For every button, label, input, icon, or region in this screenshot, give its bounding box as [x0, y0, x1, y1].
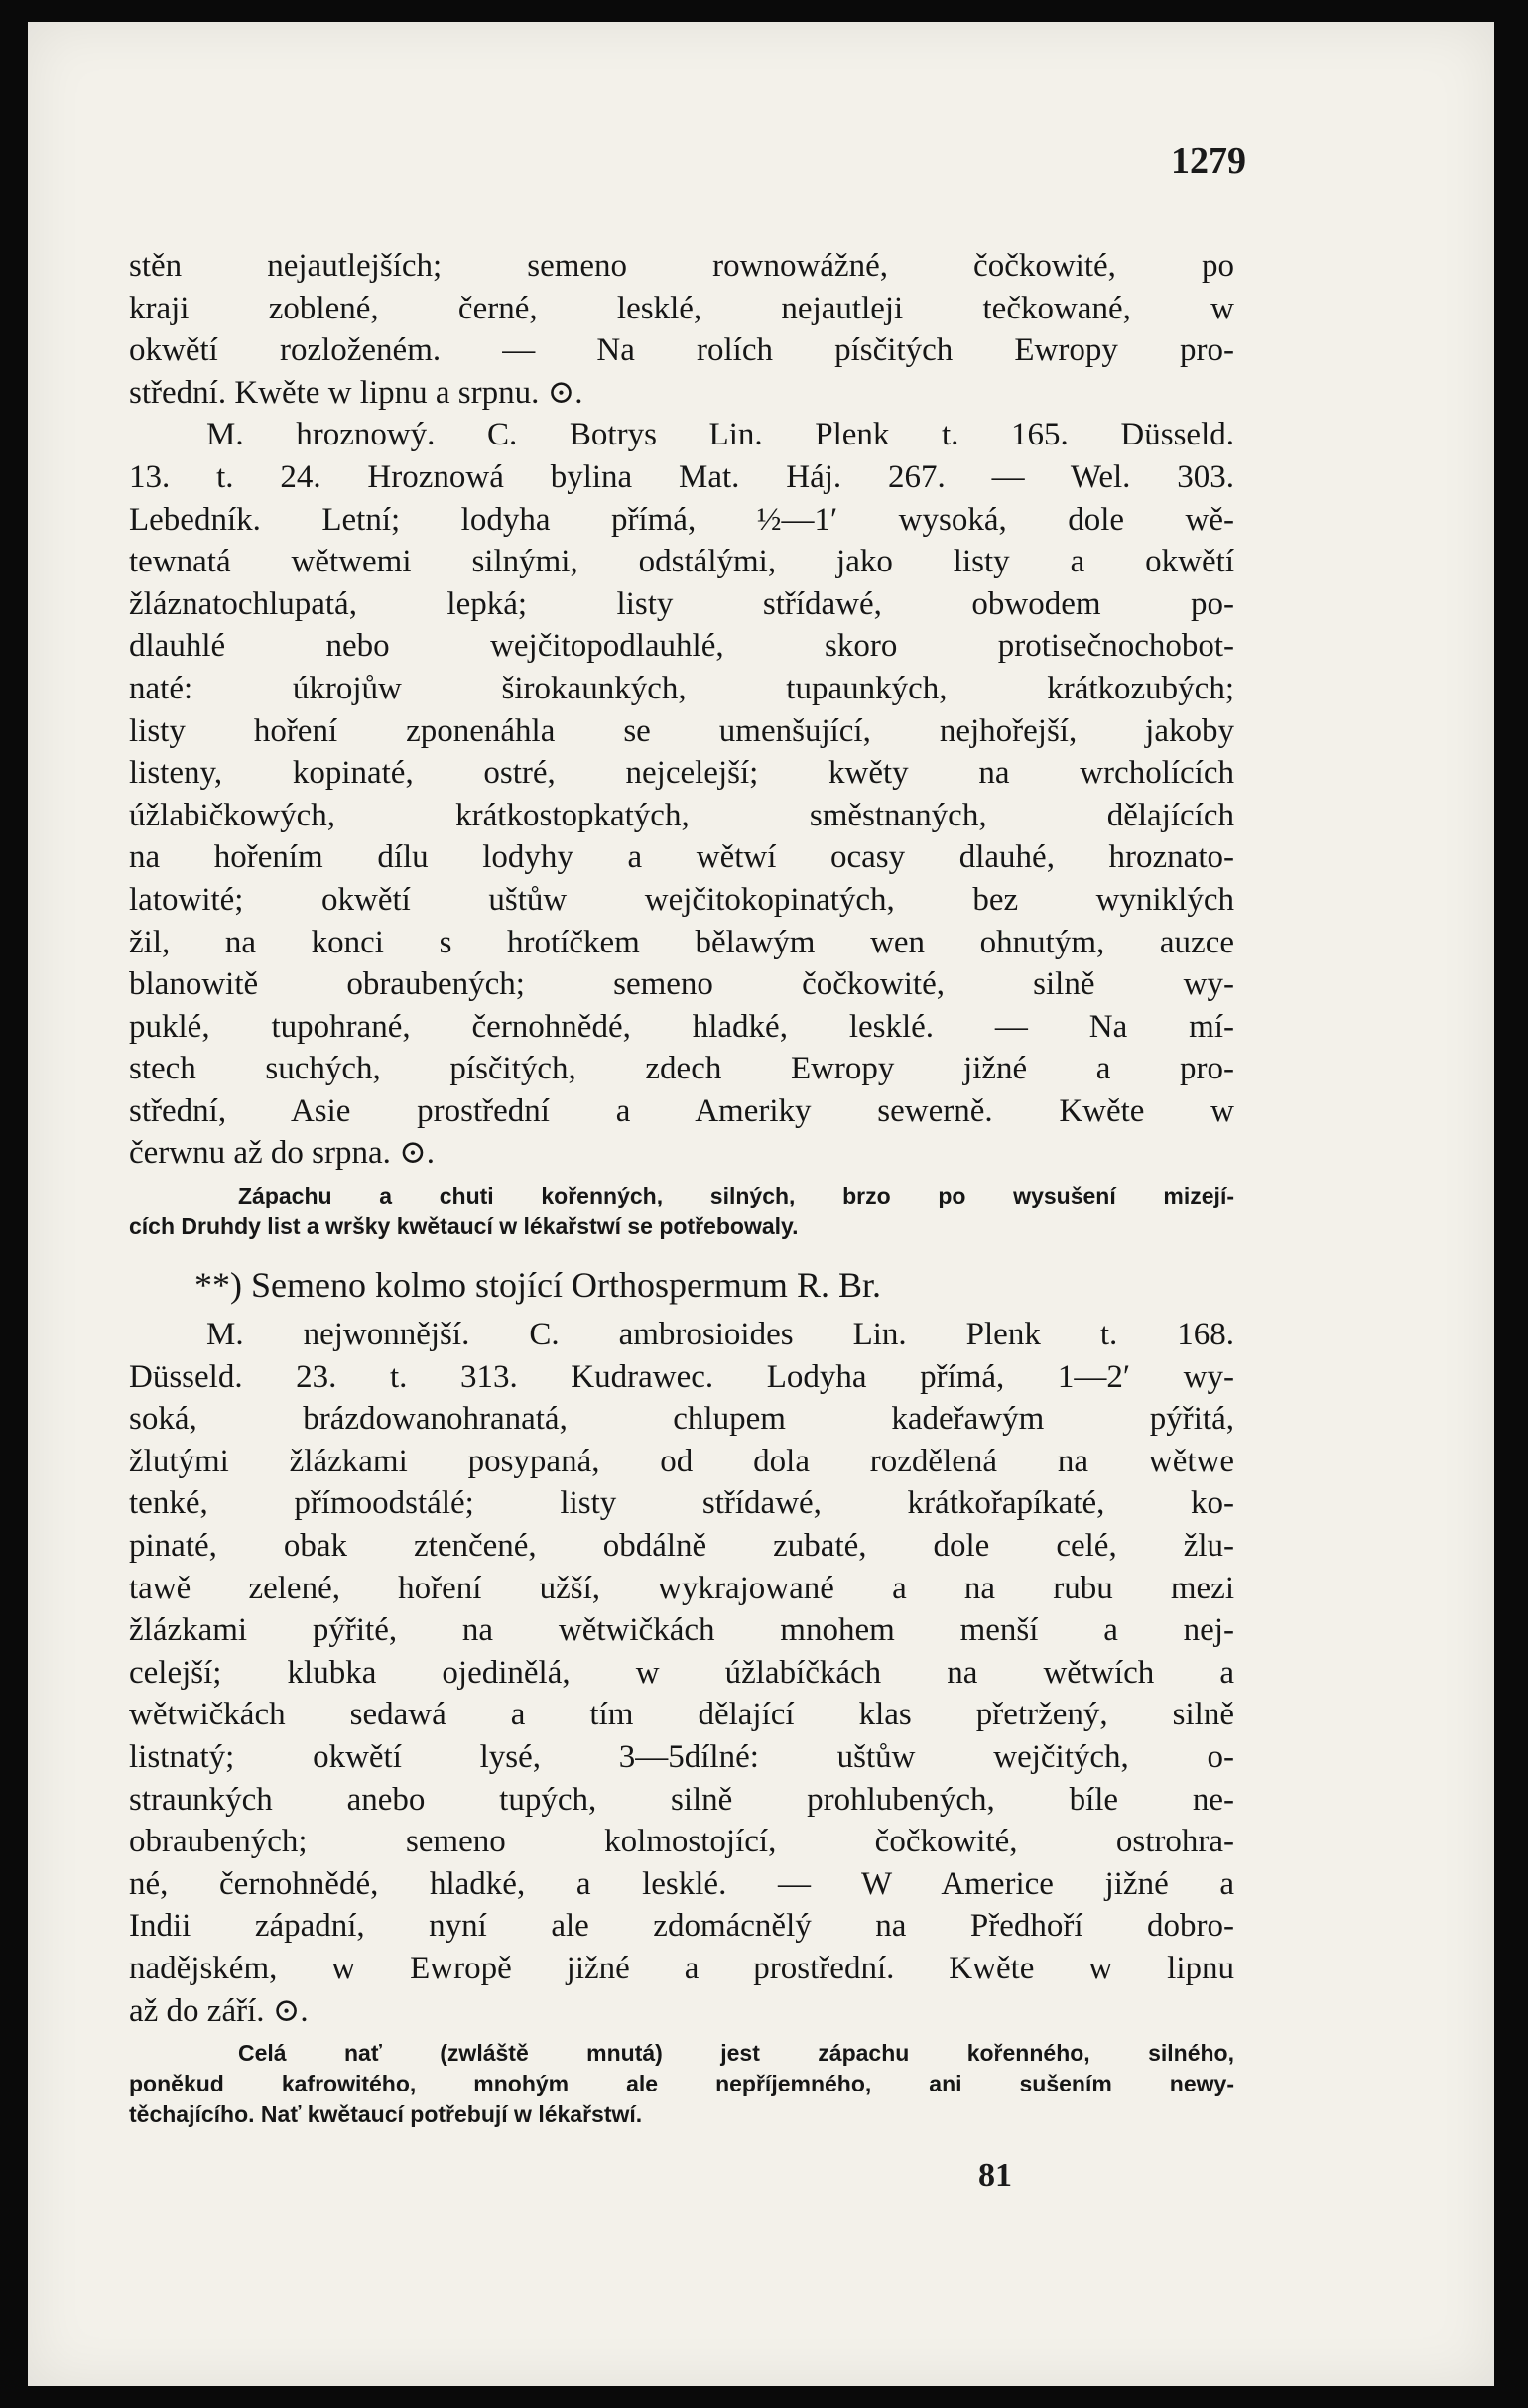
page-number: 1279	[1171, 140, 1246, 182]
note-line: těchajícího. Nať kwětaucí potřebují w lékařstwí.	[129, 2101, 643, 2128]
text-line: čerwnu až do srpna. ⊙.	[129, 1135, 436, 1172]
note-line: poněkud kafrowitého, mnohým ale nepříjemného, ani sušením newy-	[129, 2071, 1234, 2097]
text-line: Indii západní, nyní ale zdomácnělý na Předhoří dobro-	[129, 1908, 1234, 1945]
text-line: 13. t. 24. Hroznowá bylina Mat. Háj. 267. — Wel. 303.	[129, 458, 1234, 495]
entry-chenopodium-ambrosioides	[129, 1314, 1234, 2032]
text-line: listeny, kopinaté, ostré, nejcelejší; kwěty na wrcholících	[129, 755, 1234, 792]
note-line: cích Druhdy list a wršky kwětaucí w lékařstwí se potřebowaly.	[129, 1213, 799, 1240]
text-line: listnatý; okwětí lysé, 3—5dílné: uštůw wejčitých, o-	[129, 1739, 1234, 1775]
text-line: na hořením dílu lodyhy a wětwí ocasy dlauhé, hroznato-	[129, 839, 1234, 876]
text-line: M. nejwonnější. C. ambrosioides Lin. Plenk t. 168.	[206, 1317, 1234, 1353]
note-small-print	[129, 2038, 1234, 2130]
section-heading: **) Semeno kolmo stojící Orthospermum R. Br.	[194, 1265, 881, 1306]
text-line: tewnatá wětwemi silnými, odstálými, jako listy a okwětí	[129, 544, 1234, 580]
text-line: žláznatochlupatá, lepká; listy střídawé, obwodem po-	[129, 585, 1234, 622]
signature-mark: 81	[978, 2157, 1012, 2194]
text-line: latowité; okwětí uštůw wejčitokopinatých, bez wyniklých	[129, 881, 1234, 918]
entry-chenopodium-botrys	[129, 414, 1234, 1175]
text-line: blanowitě obraubených; semeno čočkowité, silně wy-	[129, 966, 1234, 1003]
paragraph-continuation	[129, 245, 1234, 414]
text-line: obraubených; semeno kolmostojící, čočkowité, ostrohra-	[129, 1824, 1234, 1860]
note-small-print	[129, 1181, 1234, 1242]
text-line: až do září. ⊙.	[129, 1992, 309, 2029]
note-line: Celá nať (zwláště mnutá) jest zápachu kořenného, silného,	[238, 2040, 1234, 2067]
text-line: úžlabičkowých, krátkostopkatých, směstnaných, dělajících	[129, 797, 1234, 833]
text-line: listy hoření zponenáhla se umenšující, nejhořejší, jakoby	[129, 712, 1234, 749]
text-line: stech suchých, písčitých, zdech Ewropy jižné a pro-	[129, 1051, 1234, 1087]
text-line: puklé, tupohrané, černohnědé, hladké, lesklé. — Na mí-	[129, 1008, 1234, 1045]
text-line: celejší; klubka ojedinělá, w úžlabíčkách na wětwích a	[129, 1654, 1234, 1691]
text-line: M. hroznowý. C. Botrys Lin. Plenk t. 165. Düsseld.	[206, 417, 1234, 453]
text-block	[129, 245, 1234, 2130]
text-line: žil, na konci s hrotíčkem bělawým wen ohnutým, auzce	[129, 924, 1234, 960]
text-line: dlauhlé nebo wejčitopodlauhlé, skoro protisečnochobot-	[129, 628, 1234, 665]
text-line: střední. Kwěte w lipnu a srpnu. ⊙.	[129, 374, 583, 411]
note-line: Zápachu a chuti kořenných, silných, brzo po wysušení mizejí-	[238, 1183, 1234, 1209]
text-line: okwětí rozloženém. — Na rolích písčitých Ewropy pro-	[129, 332, 1234, 369]
text-line: Lebedník. Letní; lodyha přímá, ½—1′ wysoká, dole wě-	[129, 501, 1234, 538]
text-line: pinaté, obak ztenčené, obdálně zubaté, dole celé, žlu-	[129, 1528, 1234, 1565]
text-line: nadějském, w Ewropě jižné a prostřední. Kwěte w lipnu	[129, 1950, 1234, 1986]
text-line: kraji zoblené, černé, lesklé, nejautleji tečkowané, w	[129, 290, 1234, 326]
text-line: naté: úkrojůw širokaunkých, tupaunkých, krátkozubých;	[129, 670, 1234, 706]
text-line: Düsseld. 23. t. 313. Kudrawec. Lodyha přímá, 1—2′ wy-	[129, 1358, 1234, 1395]
text-line: střední, Asie prostřední a Ameriky sewerně. Kwěte w	[129, 1092, 1234, 1129]
text-line: žlutými žlázkami posypaná, od dola rozdělená na wětwe	[129, 1443, 1234, 1479]
text-line: stěn nejautlejších; semeno rownowážné, čočkowité, po	[129, 248, 1234, 284]
text-line: tawě zelené, hoření užší, wykrajowané a na rubu mezi	[129, 1570, 1234, 1606]
text-line: straunkých anebo tupých, silně prohlubených, bíle ne-	[129, 1781, 1234, 1818]
book-page	[28, 22, 1494, 2386]
text-line: žlázkami pýřité, na wětwičkách mnohem menší a nej-	[129, 1612, 1234, 1649]
text-line: né, černohnědé, hladké, a lesklé. — W Americe jižné a	[129, 1865, 1234, 1902]
text-line: soká, brázdowanohranatá, chlupem kadeřawým pýřitá,	[129, 1401, 1234, 1438]
text-line: tenké, přímoodstálé; listy střídawé, krátkořapíkaté, ko-	[129, 1485, 1234, 1522]
text-line: wětwičkách sedawá a tím dělající klas přetržený, silně	[129, 1697, 1234, 1733]
